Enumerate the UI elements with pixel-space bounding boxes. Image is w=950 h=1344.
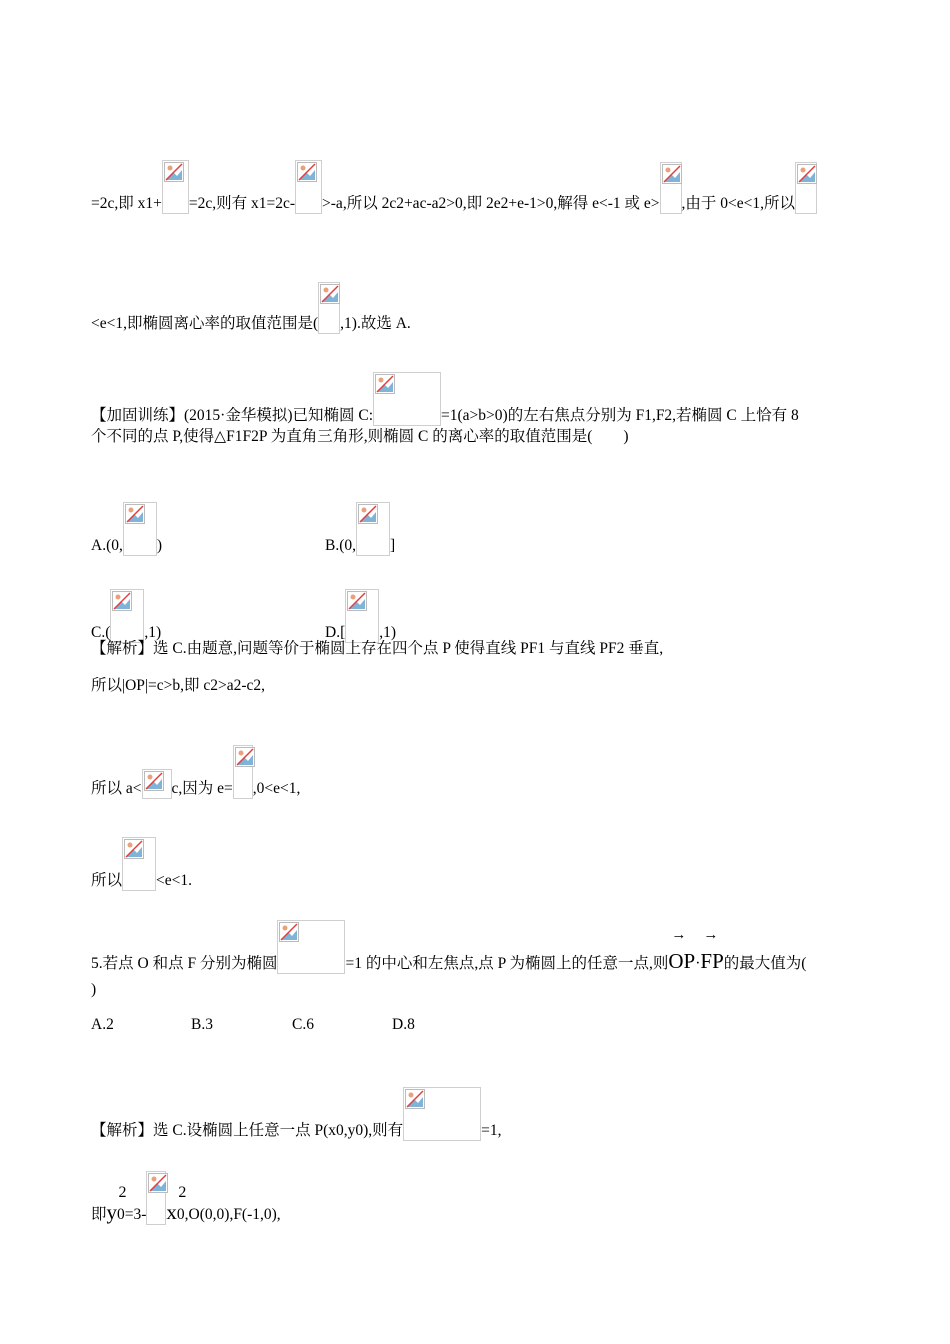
broken-image-icon: [110, 589, 144, 643]
text: =3-: [124, 1206, 147, 1223]
text: 即: [91, 1206, 107, 1223]
option-a: [91, 502, 162, 556]
text: 所以|OP|=c>b,即 c2>a2-c2,: [91, 677, 266, 694]
subscript: 0: [176, 1206, 185, 1223]
text: ]: [390, 537, 396, 554]
vector-op: [668, 927, 696, 973]
broken-image-icon: [795, 162, 817, 214]
text: =1(a>b>0)的左右焦点分别为 F1,F2,若椭圆 C 上恰有 8: [441, 407, 799, 424]
q5-option-a: [91, 1015, 114, 1035]
text: ): [91, 981, 97, 998]
text: ,O(0,0),F(-1,0),: [184, 1206, 281, 1223]
broken-image-icon: [345, 589, 379, 643]
broken-image-icon: [162, 160, 189, 214]
vector-arrow: →: [671, 927, 687, 943]
text: ,1).故选 A.: [340, 315, 411, 332]
text: D.[: [325, 624, 346, 641]
text: =2c,则有 x1=2c-: [188, 195, 296, 212]
text: >-a,所以 2c2+ac-a2>0,即 2e2+e-1>0,解得 e<-1 或 e>: [322, 195, 660, 212]
text: <e<1.: [156, 872, 193, 889]
text: ,0<e<1,: [252, 780, 301, 797]
text: 【解析】选 C.由题意,问题等价于椭圆上存在四个点 P 使得直线 PF1 与直线 PF2 垂直,: [91, 640, 664, 657]
text: ): [156, 537, 163, 554]
y0-squared: [106, 1184, 127, 1225]
text: 的最大值为(: [723, 955, 807, 972]
broken-image-icon: [146, 1171, 166, 1225]
text: B.(0,: [325, 537, 356, 554]
text: C.6: [292, 1016, 314, 1033]
text: 【解析】选 C.设椭圆上任意一点 P(x0,y0),则有: [91, 1122, 404, 1139]
q5-option-d: [392, 1015, 415, 1035]
text: 5.若点 O 和点 F 分别为椭圆: [91, 955, 278, 972]
text: ,1): [379, 624, 397, 641]
text: A.2: [91, 1016, 114, 1033]
analysis-line-4: [91, 837, 192, 891]
text: y: [106, 1200, 118, 1224]
q5-option-c: [292, 1015, 314, 1035]
broken-image-icon: [122, 837, 156, 891]
text: 个不同的点 P,使得△F1F2P 为直角三角形,则椭圆 C 的离心率的取值范围是( ): [91, 428, 629, 445]
broken-image-icon: [123, 502, 157, 556]
broken-image-icon: [356, 502, 390, 556]
solution-line-1: [91, 160, 817, 214]
question-5-line-1: [91, 920, 806, 974]
practice-question-line-2: [91, 427, 629, 447]
practice-question-line-1: [91, 372, 799, 426]
q5-option-b: [191, 1015, 213, 1035]
analysis-q5-line-2: [91, 1171, 281, 1225]
vector-arrow: →: [703, 927, 719, 943]
text: =1,: [481, 1122, 502, 1139]
question-5-line-2: [91, 980, 96, 1000]
analysis-line-1: [91, 639, 663, 659]
text: D.8: [392, 1016, 415, 1033]
subscript: 0: [117, 1206, 125, 1223]
broken-image-icon: [403, 1087, 481, 1141]
broken-image-icon: [373, 372, 441, 426]
text: OP: [668, 949, 696, 973]
text: c,因为 e=: [171, 780, 233, 797]
solution-line-2: [91, 282, 411, 334]
broken-image-icon: [295, 160, 322, 214]
vector-fp: [700, 927, 724, 973]
option-d: [325, 589, 396, 643]
text: 所以 a<: [91, 780, 142, 797]
broken-image-icon: [142, 769, 172, 799]
broken-image-icon: [318, 282, 340, 334]
text: 【加固训练】(2015·金华模拟)已知椭圆 C:: [91, 407, 374, 424]
exponent: 2: [118, 1184, 127, 1201]
option-c: [91, 589, 161, 643]
text: ·: [695, 955, 701, 972]
text: ,由于 0<e<1,所以: [681, 195, 796, 212]
text: B.3: [191, 1016, 213, 1033]
text: =2c,即 x1+: [91, 195, 162, 212]
broken-image-icon: [277, 920, 345, 974]
text: 所以: [91, 872, 123, 889]
text: A.(0,: [91, 537, 123, 554]
text: =1 的中心和左焦点,点 P 为椭圆上的任意一点,则: [345, 955, 669, 972]
text: C.(: [91, 624, 111, 641]
text: ,1): [144, 624, 162, 641]
x0-squared: [166, 1184, 187, 1225]
option-b: [325, 502, 395, 556]
text: x: [166, 1200, 177, 1224]
exponent: 2: [178, 1184, 187, 1201]
text: <e<1,即椭圆离心率的取值范围是(: [91, 315, 319, 332]
broken-image-icon: [660, 162, 682, 214]
broken-image-icon: [233, 745, 253, 799]
analysis-line-3: [91, 745, 300, 799]
text: FP: [700, 949, 724, 973]
analysis-q5-line-1: [91, 1087, 502, 1141]
analysis-line-2: [91, 676, 265, 696]
